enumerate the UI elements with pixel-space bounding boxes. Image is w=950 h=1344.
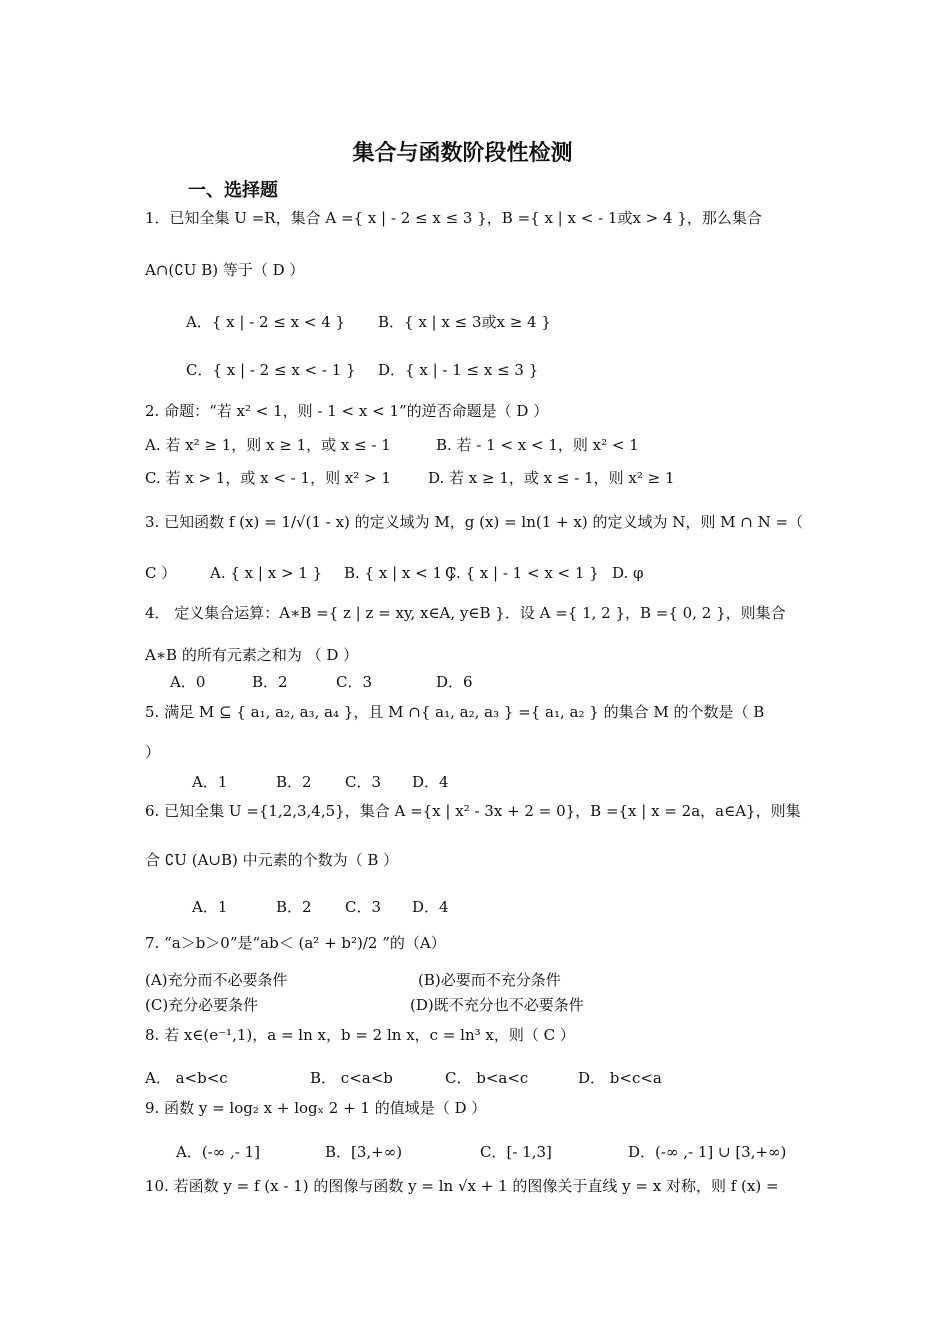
question-10-line-1: 10. 若函数 y = f (x - 1) 的图像与函数 y = ln √x + 1 的图像关于直线 y = x 对称，则 f (x) = — [145, 1177, 779, 1195]
question-2-line-1: 2. 命题：“若 x² < 1，则 - 1 < x < 1”的逆否命题是（ D ） — [145, 402, 549, 420]
question-3-answer-tail: C ） — [145, 564, 177, 582]
question-4-line-1: 4． 定义集合运算：A∗B ={ z | z = xy, x∈A, y∈B }．设 A ={ 1, 2 }，B ={ 0, 2 }，则集合 — [145, 604, 786, 622]
question-5-option-a: A．1 — [192, 773, 228, 791]
question-1-option-b: B．{ x | x ≤ 3或x ≥ 4 } — [378, 313, 551, 331]
question-4-option-d: D．6 — [436, 673, 473, 691]
question-7-option-c: (C)充分必要条件 — [145, 996, 259, 1014]
question-8-option-b: B． c<a<b — [310, 1069, 393, 1087]
question-4-line-2: A∗B 的所有元素之和为 （ D ） — [145, 646, 359, 664]
question-6-option-a: A．1 — [192, 898, 228, 916]
question-7-option-b: (B)必要而不充分条件 — [418, 971, 561, 989]
question-4-option-c: C．3 — [336, 673, 373, 691]
question-7-option-d: (D)既不充分也不必要条件 — [410, 996, 584, 1014]
question-3-line-1: 3. 已知函数 f (x) = 1/√(1 - x) 的定义域为 M，g (x) = ln(1 + x) 的定义域为 N，则 M ∩ N =（ — [145, 513, 804, 531]
question-8-option-d: D． b<c<a — [578, 1069, 662, 1087]
question-5-line-2: ） — [145, 743, 161, 761]
question-1-option-a: A．{ x | - 2 ≤ x < 4 } — [186, 313, 346, 331]
question-2-option-a: A. 若 x² ≥ 1，则 x ≥ 1，或 x ≤ - 1 — [145, 436, 391, 454]
question-6-option-b: B．2 — [276, 898, 312, 916]
question-6-line-2: 合 ∁U (A∪B) 中元素的个数为（ B ） — [145, 851, 399, 869]
question-5-option-c: C．3 — [345, 773, 382, 791]
question-3-option-d: D. φ — [612, 564, 644, 582]
question-9-option-a: A．(-∞ ,- 1] — [176, 1143, 261, 1161]
question-8-option-c: C． b<a<c — [445, 1069, 529, 1087]
question-6-line-1: 6. 已知全集 U ={1,2,3,4,5}，集合 A ={x | x² - 3x + 2 = 0}，B ={x | x = 2a，a∈A}，则集 — [145, 802, 801, 820]
page-title: 集合与函数阶段性检测 — [352, 141, 573, 166]
section-heading: 一、选择题 — [188, 180, 278, 201]
question-4-option-b: B．2 — [252, 673, 288, 691]
question-9-line-1: 9. 函数 y = log₂ x + logₓ 2 + 1 的值域是（ D ） — [145, 1099, 487, 1117]
question-2-option-d: D. 若 x ≥ 1，或 x ≤ - 1，则 x² ≥ 1 — [428, 469, 675, 487]
question-5-option-d: D．4 — [412, 773, 449, 791]
question-9-option-b: B．[3,+∞) — [325, 1143, 403, 1161]
question-2-option-b: B. 若 - 1 < x < 1，则 x² < 1 — [436, 436, 639, 454]
question-9-option-c: C．[- 1,3] — [480, 1143, 552, 1161]
question-3-option-a: A. { x | x > 1 } — [210, 564, 323, 582]
question-1-line-1: 1．已知全集 U =R，集合 A ={ x | - 2 ≤ x ≤ 3 }，B ={ x | x < - 1或x > 4 }，那么集合 — [145, 209, 762, 227]
question-9-option-d: D．(-∞ ,- 1] ∪ [3,+∞) — [628, 1143, 787, 1161]
question-3-option-b: B. { x | x < 1 } — [344, 564, 457, 582]
question-6-option-d: D．4 — [412, 898, 449, 916]
question-5-line-1: 5. 满足 M ⊆ { a₁, a₂, a₃, a₄ }，且 M ∩{ a₁, a₂, a₃ } ={ a₁, a₂ } 的集合 M 的个数是（ B — [145, 703, 765, 721]
question-1-option-c: C．{ x | - 2 ≤ x < - 1 } — [186, 361, 356, 379]
question-7-option-a: (A)充分而不必要条件 — [145, 971, 288, 989]
question-3-option-c: C. { x | - 1 < x < 1 } — [445, 564, 599, 582]
question-5-option-b: B．2 — [276, 773, 312, 791]
question-8-option-a: A． a<b<c — [145, 1069, 228, 1087]
question-4-option-a: A．0 — [170, 673, 206, 691]
question-1-line-2: A∩(∁U B) 等于（ D ） — [145, 261, 305, 279]
question-2-option-c: C. 若 x > 1，或 x < - 1，则 x² > 1 — [145, 469, 391, 487]
question-6-option-c: C．3 — [345, 898, 382, 916]
question-8-line-1: 8. 若 x∈(e⁻¹,1)，a = ln x，b = 2 ln x，c = ln³ x，则（ C ） — [145, 1026, 575, 1044]
question-1-option-d: D．{ x | - 1 ≤ x ≤ 3 } — [378, 361, 539, 379]
question-7-line-1: 7. “a＞b＞0”是“ab＜ (a² + b²)/2 ”的（A） — [145, 934, 446, 952]
